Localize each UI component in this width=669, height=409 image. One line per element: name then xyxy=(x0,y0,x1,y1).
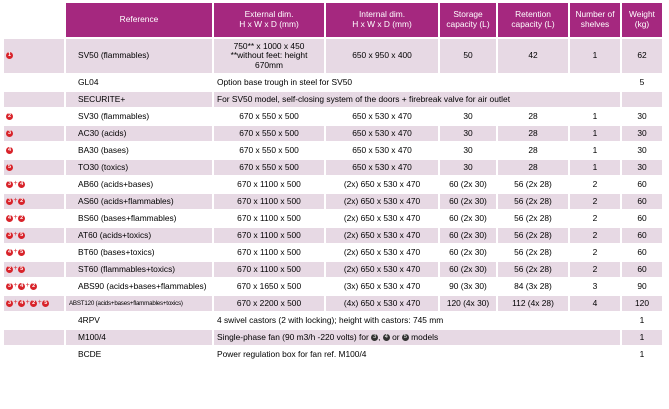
reference-cell: AT60 (acids+toxics) xyxy=(66,228,214,245)
storage-capacity-header xyxy=(440,3,498,39)
marker-cell xyxy=(4,347,66,364)
weight-cell: 62 xyxy=(622,39,664,75)
storage-capacity-cell: 30 xyxy=(440,126,498,143)
product-specification-table xyxy=(4,3,664,364)
internal-dim-cell: 650 x 950 x 400 xyxy=(326,39,440,75)
shelves-header-text: Number of shelves xyxy=(575,9,615,29)
reference-cell: SV30 (flammables) xyxy=(66,109,214,126)
marker-cell xyxy=(4,92,66,109)
reference-cell: SV50 (flammables) xyxy=(66,39,214,75)
retention-capacity-cell: 84 (3x 28) xyxy=(498,279,570,296)
marker-cell xyxy=(4,330,66,347)
shelves-cell: 2 xyxy=(570,262,622,279)
table-row xyxy=(4,143,664,160)
marker-cell xyxy=(4,160,66,177)
internal-dim-cell: 650 x 530 x 470 xyxy=(326,126,440,143)
reference-cell: AC30 (acids) xyxy=(66,126,214,143)
marker-cell xyxy=(4,39,66,75)
model-marker-icon: 4 xyxy=(384,333,388,340)
category-marker-icon: 2 xyxy=(20,214,24,221)
category-marker-icon: 4 xyxy=(20,282,24,289)
table-row xyxy=(4,177,664,194)
plus-sign: + xyxy=(13,265,18,273)
table-row xyxy=(4,75,664,92)
table-row xyxy=(4,347,664,364)
retention-capacity-cell: 42 xyxy=(498,39,570,75)
internal-dim-cell: 650 x 530 x 470 xyxy=(326,160,440,177)
storage-capacity-cell: 60 (2x 30) xyxy=(440,245,498,262)
weight-header-text: Weight (kg) xyxy=(629,9,655,29)
weight-cell: 5 xyxy=(622,75,664,92)
marker-cell xyxy=(4,228,66,245)
shelves-cell: 2 xyxy=(570,228,622,245)
shelves-cell: 1 xyxy=(570,39,622,75)
option-description-text: Option base trough in steel for SV50 xyxy=(217,76,353,87)
category-marker-icon: 2 xyxy=(7,265,12,272)
category-marker-icon: 2 xyxy=(32,299,36,306)
reference-cell: GL04 xyxy=(66,75,214,92)
option-description-cell: Single-phase fan (90 m3/h -220 volts) for 3 , 4 or 5 models xyxy=(214,330,622,347)
table-row xyxy=(4,245,664,262)
category-marker-icon: 4 xyxy=(7,146,12,153)
retention-capacity-cell: 28 xyxy=(498,143,570,160)
plus-sign: + xyxy=(13,248,18,256)
retention-capacity-cell: 56 (2x 28) xyxy=(498,262,570,279)
shelves-cell: 2 xyxy=(570,177,622,194)
weight-cell: 1 xyxy=(622,330,664,347)
storage-capacity-cell: 60 (2x 30) xyxy=(440,228,498,245)
storage-capacity-cell: 60 (2x 30) xyxy=(440,211,498,228)
weight-cell: 60 xyxy=(622,228,664,245)
weight-cell: 1 xyxy=(622,313,664,330)
category-marker-icon: 5 xyxy=(20,265,24,272)
table-body xyxy=(4,39,664,364)
external-dim-cell: 750** x 1000 x 450 **without feet: height 670mm xyxy=(214,39,326,75)
plus-sign: + xyxy=(37,299,42,307)
marker-column-header xyxy=(4,3,66,39)
internal-dim-cell: (3x) 650 x 530 x 470 xyxy=(326,279,440,296)
marker-cell xyxy=(4,126,66,143)
external-dim-cell: 670 x 550 x 500 xyxy=(214,160,326,177)
reference-header: Reference xyxy=(66,3,214,39)
category-marker-icon: 3 xyxy=(7,129,12,136)
retention-capacity-cell: 56 (2x 28) xyxy=(498,211,570,228)
option-description-text: For SV50 model, self-closing system of the doors + firebreak valve for air outlet xyxy=(217,93,511,104)
plus-sign: + xyxy=(13,214,18,222)
internal-dim-cell: (2x) 650 x 530 x 470 xyxy=(326,211,440,228)
plus-sign: + xyxy=(13,197,18,205)
shelves-header xyxy=(570,3,622,39)
marker-cell xyxy=(4,75,66,92)
marker-cell xyxy=(4,143,66,160)
table-row xyxy=(4,126,664,143)
marker-cell xyxy=(4,313,66,330)
external-dim-cell: 670 x 1100 x 500 xyxy=(214,211,326,228)
marker-cell xyxy=(4,109,66,126)
retention-capacity-cell: 56 (2x 28) xyxy=(498,194,570,211)
shelves-cell: 1 xyxy=(570,143,622,160)
table-row xyxy=(4,228,664,245)
external-dim-header xyxy=(214,3,326,39)
external-dim-cell: 670 x 550 x 500 xyxy=(214,126,326,143)
plus-sign: + xyxy=(13,231,18,239)
model-marker-icon: 3 xyxy=(373,333,377,340)
external-dim-cell: 670 x 2200 x 500 xyxy=(214,296,326,313)
category-marker-icon: 2 xyxy=(20,197,24,204)
plus-sign: + xyxy=(13,282,18,290)
retention-capacity-cell: 56 (2x 28) xyxy=(498,245,570,262)
external-dim-cell: 670 x 1650 x 500 xyxy=(214,279,326,296)
external-dim-cell: 670 x 1100 x 500 xyxy=(214,262,326,279)
table-row xyxy=(4,160,664,177)
storage-capacity-cell: 60 (2x 30) xyxy=(440,262,498,279)
category-marker-icon: 3 xyxy=(7,282,12,289)
model-marker-icon: 5 xyxy=(403,333,407,340)
external-dim-cell: 670 x 550 x 500 xyxy=(214,109,326,126)
external-dim-header-text: External dim. H x W x D (mm) xyxy=(239,9,299,29)
category-marker-icon: 1 xyxy=(7,52,12,59)
internal-dim-header xyxy=(326,3,440,39)
external-dim-cell: 670 x 550 x 500 xyxy=(214,143,326,160)
shelves-cell: 4 xyxy=(570,296,622,313)
category-marker-icon: 5 xyxy=(7,163,12,170)
storage-capacity-cell: 30 xyxy=(440,160,498,177)
internal-dim-header-text: Internal dim. H x W x D (mm) xyxy=(352,9,412,29)
option-description-cell xyxy=(214,347,622,364)
internal-dim-cell: (2x) 650 x 530 x 470 xyxy=(326,262,440,279)
table-row xyxy=(4,211,664,228)
marker-cell xyxy=(4,245,66,262)
storage-capacity-cell: 90 (3x 30) xyxy=(440,279,498,296)
retention-capacity-cell: 56 (2x 28) xyxy=(498,177,570,194)
category-marker-icon: 2 xyxy=(32,282,36,289)
option-description-text: 4 swivel castors (2 with locking); height with castors: 745 mm xyxy=(217,314,444,325)
weight-cell xyxy=(622,92,664,109)
product-table-wrapper xyxy=(4,3,664,364)
category-marker-icon: 2 xyxy=(7,112,12,119)
category-marker-icon: 3 xyxy=(7,231,12,238)
plus-sign: + xyxy=(13,299,18,307)
shelves-cell: 2 xyxy=(570,194,622,211)
shelves-cell: 2 xyxy=(570,245,622,262)
reference-cell: TO30 (toxics) xyxy=(66,160,214,177)
storage-capacity-cell: 30 xyxy=(440,143,498,160)
category-marker-icon: 5 xyxy=(20,231,24,238)
retention-capacity-cell: 56 (2x 28) xyxy=(498,228,570,245)
internal-dim-cell: 650 x 530 x 470 xyxy=(326,109,440,126)
category-marker-icon: 4 xyxy=(20,299,24,306)
option-description-cell xyxy=(214,75,622,92)
internal-dim-cell: 650 x 530 x 470 xyxy=(326,143,440,160)
category-marker-icon: 3 xyxy=(7,180,12,187)
marker-cell xyxy=(4,211,66,228)
marker-cell xyxy=(4,296,66,313)
storage-capacity-cell: 60 (2x 30) xyxy=(440,194,498,211)
table-row xyxy=(4,194,664,211)
internal-dim-cell: (2x) 650 x 530 x 470 xyxy=(326,245,440,262)
reference-cell: M100/4 xyxy=(66,330,214,347)
retention-capacity-header-text: Retention capacity (L) xyxy=(511,9,555,29)
storage-capacity-cell: 30 xyxy=(440,109,498,126)
table-row xyxy=(4,313,664,330)
external-dim-cell: 670 x 1100 x 500 xyxy=(214,177,326,194)
reference-cell: ABST120 (acids+bases+flammables+toxics) xyxy=(66,296,214,313)
option-description-text: Power regulation box for fan ref. M100/4 xyxy=(217,348,367,359)
marker-cell xyxy=(4,262,66,279)
shelves-cell: 1 xyxy=(570,126,622,143)
option-description-cell xyxy=(214,92,622,109)
weight-cell: 60 xyxy=(622,245,664,262)
marker-cell xyxy=(4,194,66,211)
reference-cell: ST60 (flammables+toxics) xyxy=(66,262,214,279)
table-row xyxy=(4,330,664,347)
reference-cell: BT60 (bases+toxics) xyxy=(66,245,214,262)
table-row xyxy=(4,279,664,296)
weight-cell: 60 xyxy=(622,177,664,194)
internal-dim-cell: (4x) 650 x 530 x 470 xyxy=(326,296,440,313)
weight-cell: 60 xyxy=(622,194,664,211)
internal-dim-cell: (2x) 650 x 530 x 470 xyxy=(326,177,440,194)
weight-cell: 60 xyxy=(622,211,664,228)
weight-cell: 90 xyxy=(622,279,664,296)
reference-cell: 4RPV xyxy=(66,313,214,330)
table-row xyxy=(4,296,664,313)
category-marker-icon: 3 xyxy=(7,197,12,204)
storage-capacity-header-text: Storage capacity (L) xyxy=(446,9,490,29)
reference-cell: AS60 (acids+flammables) xyxy=(66,194,214,211)
weight-cell: 30 xyxy=(622,143,664,160)
reference-cell: BA30 (bases) xyxy=(66,143,214,160)
table-header-row xyxy=(4,3,664,39)
category-marker-icon: 4 xyxy=(7,214,12,221)
weight-cell: 30 xyxy=(622,160,664,177)
weight-cell: 120 xyxy=(622,296,664,313)
weight-header xyxy=(622,3,664,39)
weight-cell: 1 xyxy=(622,347,664,364)
plus-sign: + xyxy=(25,299,30,307)
reference-cell: SECURITE+ xyxy=(66,92,214,109)
option-description-text: Single-phase fan (90 m3/h -220 volts) for xyxy=(217,331,369,342)
internal-dim-cell: (2x) 650 x 530 x 470 xyxy=(326,228,440,245)
retention-capacity-cell: 28 xyxy=(498,109,570,126)
internal-dim-cell: (2x) 650 x 530 x 470 xyxy=(326,194,440,211)
marker-cell xyxy=(4,279,66,296)
plus-sign: + xyxy=(13,180,18,188)
external-dim-cell: 670 x 1100 x 500 xyxy=(214,228,326,245)
shelves-cell: 2 xyxy=(570,211,622,228)
retention-capacity-cell: 28 xyxy=(498,160,570,177)
weight-cell: 60 xyxy=(622,262,664,279)
storage-capacity-cell: 50 xyxy=(440,39,498,75)
table-row xyxy=(4,39,664,75)
external-dim-cell: 670 x 1100 x 500 xyxy=(214,194,326,211)
plus-sign: + xyxy=(25,282,30,290)
option-description-end: models xyxy=(408,331,439,342)
retention-capacity-header xyxy=(498,3,570,39)
category-marker-icon: 4 xyxy=(7,248,12,255)
retention-capacity-cell: 28 xyxy=(498,126,570,143)
reference-cell: AB60 (acids+bases) xyxy=(66,177,214,194)
reference-cell: BCDE xyxy=(66,347,214,364)
external-dim-cell: 670 x 1100 x 500 xyxy=(214,245,326,262)
category-marker-icon: 3 xyxy=(7,299,12,306)
shelves-cell: 3 xyxy=(570,279,622,296)
shelves-cell: 1 xyxy=(570,109,622,126)
category-marker-icon: 5 xyxy=(20,248,24,255)
marker-cell xyxy=(4,177,66,194)
storage-capacity-cell: 120 (4x 30) xyxy=(440,296,498,313)
table-row xyxy=(4,92,664,109)
weight-cell: 30 xyxy=(622,109,664,126)
category-marker-icon: 4 xyxy=(20,180,24,187)
option-description-cell xyxy=(214,313,622,330)
reference-cell: BS60 (bases+flammables) xyxy=(66,211,214,228)
retention-capacity-cell: 112 (4x 28) xyxy=(498,296,570,313)
table-row xyxy=(4,262,664,279)
storage-capacity-cell: 60 (2x 30) xyxy=(440,177,498,194)
table-row xyxy=(4,109,664,126)
reference-cell: ABS90 (acids+bases+flammables) xyxy=(66,279,214,296)
category-marker-icon: 5 xyxy=(44,299,48,306)
weight-cell: 30 xyxy=(622,126,664,143)
shelves-cell: 1 xyxy=(570,160,622,177)
